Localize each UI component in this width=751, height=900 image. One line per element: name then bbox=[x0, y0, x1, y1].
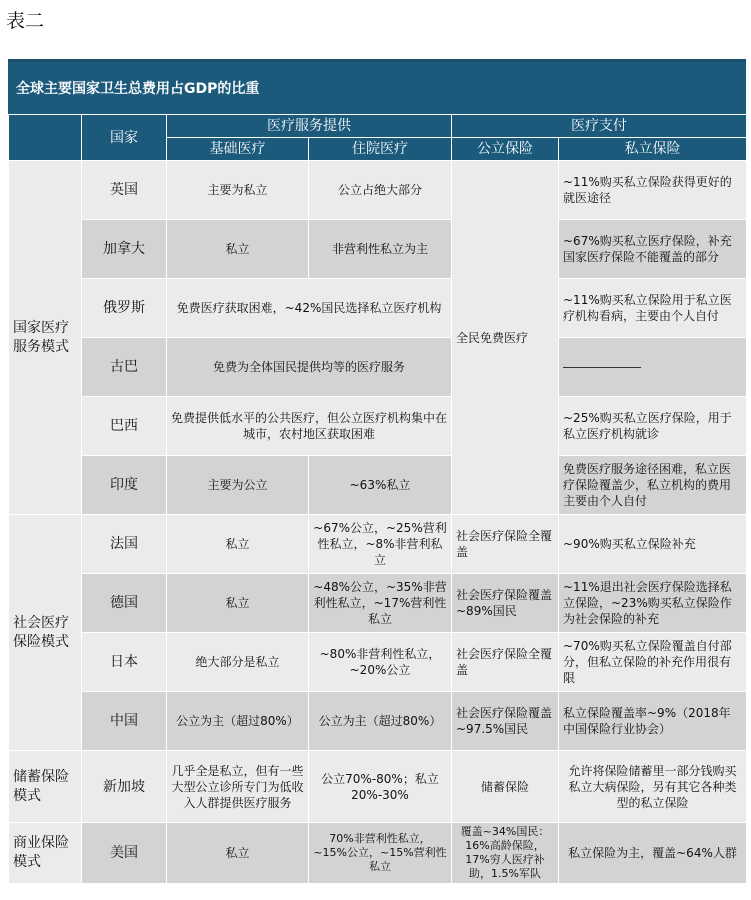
india-hospital: ~63%私立 bbox=[309, 456, 452, 515]
singapore-private: 允许将保险储蓄里一部分钱购买私立大病保险，另有其它各种类型的私立保险 bbox=[559, 751, 747, 823]
header-service: 医疗服务提供 bbox=[167, 115, 452, 138]
header-blank bbox=[9, 115, 82, 161]
singapore-basic: 几乎全是私立，但有一些大型公立诊所专门为低收入人群提供医疗服务 bbox=[167, 751, 309, 823]
india-basic: 主要为公立 bbox=[167, 456, 309, 515]
usa-hospital: 70%非营利性私立，~15%公立，~15%营利性私立 bbox=[309, 823, 452, 884]
brazil-service: 免费提供低水平的公共医疗，但公立医疗机构集中在城市，农村地区获取困难 bbox=[167, 397, 452, 456]
header-private-insurance: 私立保险 bbox=[559, 138, 747, 161]
country-india: 印度 bbox=[82, 456, 167, 515]
usa-public: 覆盖~34%国民：16%高龄保险，17%穷人医疗补助，1.5%军队 bbox=[452, 823, 559, 884]
china-basic: 公立为主（超过80%） bbox=[167, 692, 309, 751]
cuba-private bbox=[559, 338, 747, 397]
india-private: 免费医疗服务途径困难，私立医疗保险覆盖少，私立机构的费用主要由个人自付 bbox=[559, 456, 747, 515]
model-social: 社会医疗保险模式 bbox=[9, 515, 82, 751]
country-france: 法国 bbox=[82, 515, 167, 574]
header-public-insurance: 公立保险 bbox=[452, 138, 559, 161]
country-canada: 加拿大 bbox=[82, 220, 167, 279]
data-grid bbox=[8, 114, 747, 884]
document-label: 表二 bbox=[6, 10, 45, 32]
country-singapore: 新加坡 bbox=[82, 751, 167, 823]
empty-dash-line bbox=[563, 367, 641, 368]
header-country: 国家 bbox=[82, 115, 167, 161]
uk-private: ~11%购买私立保险获得更好的就医途径 bbox=[559, 161, 747, 220]
singapore-hospital: 公立70%-80%；私立20%-30% bbox=[309, 751, 452, 823]
health-expenditure-table bbox=[8, 59, 746, 884]
japan-hospital: ~80%非营利性私立，~20%公立 bbox=[309, 633, 452, 692]
country-brazil: 巴西 bbox=[82, 397, 167, 456]
singapore-public: 储蓄保险 bbox=[452, 751, 559, 823]
uk-hospital: 公立占绝大部分 bbox=[309, 161, 452, 220]
usa-private: 私立保险为主，覆盖~64%人群 bbox=[559, 823, 747, 884]
uk-basic: 主要为私立 bbox=[167, 161, 309, 220]
russia-private: ~11%购买私立保险用于私立医疗机构看病，主要由个人自付 bbox=[559, 279, 747, 338]
country-cuba: 古巴 bbox=[82, 338, 167, 397]
country-china: 中国 bbox=[82, 692, 167, 751]
france-hospital: ~67%公立，~25%营利性私立，~8%非营利私立 bbox=[309, 515, 452, 574]
germany-hospital: ~48%公立，~35%非营利性私立，~17%营利性私立 bbox=[309, 574, 452, 633]
canada-hospital: 非营利性私立为主 bbox=[309, 220, 452, 279]
country-russia: 俄罗斯 bbox=[82, 279, 167, 338]
china-hospital: 公立为主（超过80%） bbox=[309, 692, 452, 751]
canada-private: ~67%购买私立医疗保险，补充国家医疗保险不能覆盖的部分 bbox=[559, 220, 747, 279]
germany-basic: 私立 bbox=[167, 574, 309, 633]
germany-private: ~11%退出社会医疗保险选择私立保险，~23%购买私立保险作为社会保险的补充 bbox=[559, 574, 747, 633]
canada-basic: 私立 bbox=[167, 220, 309, 279]
china-private: 私立保险覆盖率~9%（2018年中国保险行业协会） bbox=[559, 692, 747, 751]
japan-basic: 绝大部分是私立 bbox=[167, 633, 309, 692]
russia-service: 免费医疗获取困难，~42%国民选择私立医疗机构 bbox=[167, 279, 452, 338]
japan-private: ~70%购买私立保险覆盖自付部分，但私立保险的补充作用很有限 bbox=[559, 633, 747, 692]
cuba-service: 免费为全体国民提供均等的医疗服务 bbox=[167, 338, 452, 397]
country-uk: 英国 bbox=[82, 161, 167, 220]
japan-public: 社会医疗保险全覆盖 bbox=[452, 633, 559, 692]
header-basic: 基础医疗 bbox=[167, 138, 309, 161]
country-germany: 德国 bbox=[82, 574, 167, 633]
country-japan: 日本 bbox=[82, 633, 167, 692]
header-hospital: 住院医疗 bbox=[309, 138, 452, 161]
national-public-insurance: 全民免费医疗 bbox=[452, 161, 559, 515]
model-commercial: 商业保险模式 bbox=[9, 823, 82, 884]
header-payment: 医疗支付 bbox=[452, 115, 747, 138]
model-national: 国家医疗服务模式 bbox=[9, 161, 82, 515]
france-basic: 私立 bbox=[167, 515, 309, 574]
table-title: 全球主要国家卫生总费用占GDP的比重 bbox=[8, 59, 746, 114]
france-private: ~90%购买私立保险补充 bbox=[559, 515, 747, 574]
country-usa: 美国 bbox=[82, 823, 167, 884]
germany-public: 社会医疗保险覆盖~89%国民 bbox=[452, 574, 559, 633]
model-savings: 储蓄保险模式 bbox=[9, 751, 82, 823]
france-public: 社会医疗保险全覆盖 bbox=[452, 515, 559, 574]
usa-basic: 私立 bbox=[167, 823, 309, 884]
brazil-private: ~25%购买私立医疗保险，用于私立医疗机构就诊 bbox=[559, 397, 747, 456]
china-public: 社会医疗保险覆盖~97.5%国民 bbox=[452, 692, 559, 751]
